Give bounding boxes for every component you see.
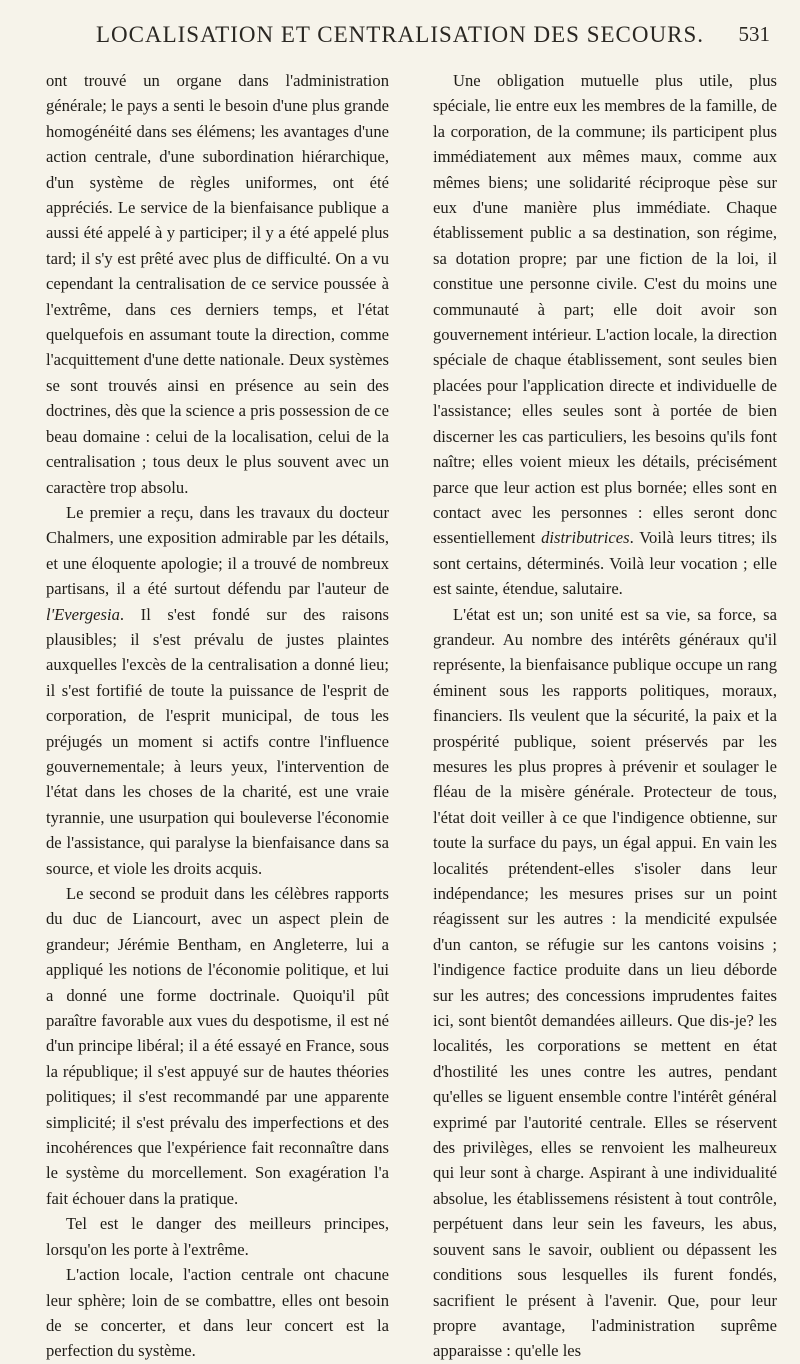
paragraph: Le second se produit dans les célèbres rapports du duc de Liancourt, avec un aspect plein de grandeur; Jérémie Bentham, en Angleterre, lui a appliqué les notions de l'économie politique, et lui a donné une forme doctrinale. Quoiqu'il pût paraître favorable aux vues du despotisme, il est né d'un principe libéral; il a été essayé en France, sous la république; il s'est appuyé sur de hautes théories politiques; il s'est recommandé par une apparente simplicité; il s'est prévalu des imperfections et des incohérences que l'expérience fait reconnaître dans le système du morcellement. Son exagération l'a fait échouer dans la pratique. — [46, 884, 389, 1208]
left-column — [46, 68, 389, 1364]
paragraph-text: . Il s'est fondé sur des raisons plausibles; il s'est prévalu de justes plaintes auxquelles l'excès de la centralisation a donné lieu; il s'est fortifié de toute la puissance de l'esprit de corporation, de l'esprit municipal, de tous les préjugés un moment si actifs contre l'influence gouvernementale; à leurs yeux, l'intervention de l'état dans les choses de la charité, est une vraie tyrannie, une usurpation qui bouleverse l'économie de l'assistance, qui paralyse la bienfaisance dans sa source, et viole les droits acquis. — [46, 604, 389, 878]
paragraph-text: Le premier a reçu, dans les travaux du docteur Chalmers, une exposition admirable par les détails, et une éloquente apologie; il a trouvé de nombreux partisans, il a été surtout défendu par l'auteur de — [46, 502, 389, 599]
paragraph — [46, 500, 389, 881]
paragraph: L'action locale, l'action centrale ont chacune leur sphère; loin de se combattre, elles ont besoin de se concerter, et dans leur concert est la perfection du système. — [46, 1265, 389, 1361]
paragraph-text: Une obligation mutuelle plus utile, plus spéciale, lie entre eux les membres de la famille, de la corporation, de la commune; ils participent plus immédiatement aux mêmes maux, comme aux mêmes biens; une solidarité réciproque pèse sur eux d'une manière plus immédiate. Chaque établissement public a sa destination, son régime, sa dotation propre; par une fiction de la loi, il constitue une personne civile. C'est du moins une communauté à part; elle doit avoir son gouvernement intérieur. L'action locale, la direction spéciale de chaque établissement, sont seules bien placées pour l'application directe et individuelle de l'assistance; elles seules sont à portée de bien discerner les cas particuliers, les besoins qu'ils font naître; elles voient mieux les détails, précisément parce que leur action est plus bornée; elles sont en contact avec les personnes : elles seront donc essentiellement — [433, 71, 777, 548]
paragraph: L'état est un; son unité est sa vie, sa force, sa grandeur. Au nombre des intérêts généraux qu'il représente, la bienfaisance publique occupe un rang éminent sous les rapports politiques, moraux, financiers. Ils veulent que la sécurité, la paix et la prospérité publique, soient préservés par les mesures les plus propres à prévenir et soulager le fléau de la misère générale. Protecteur de tous, l'état doit veiller à ce que l'indigence obtienne, sur toute la surface du pays, un égal appui. En vain les localités prétendent-elles s'isoler dans leur indépendance; les mesures prises sur un point réagissent sur les autres : la mendicité expulsée d'un canton, se réfugie sur les cantons voisins ; l'indigence factice produite dans un lieu déborde sur les autres; des concessions imprudentes faites ici, sont bientôt demandées ailleurs. Que dis-je? les localités, les corporations se mettent en état d'hostilité les unes contre les autres, pendant qu'elles se liguent ensemble contre l'intérêt général exprimé par l'autorité centrale. Elles se réservent des privilèges, elles se renvoient les malheureux qui leur sont à charge. Aspirant à une individualité absolue, les établissemens résistent à tout contrôle, perpétuent dans leur sein les faveurs, les abus, souvent sans le savoir, oublient ou dépassent les conditions sous lesquelles ils furent fondés, sacrifient le présent à l'avenir. Que, pour leur propre avantage, l'administration suprême apparaisse : qu'elle les — [433, 604, 777, 1361]
paragraph — [433, 68, 777, 602]
running-title: LOCALISATION ET CENTRALISATION DES SECOURS. — [95, 22, 704, 47]
book-title-italic: l'Evergesia — [46, 604, 120, 624]
paragraph-text: . Voilà leurs titres; ils sont certains, déterminés. Voilà leur vocation ; elle est sainte, étendue, salutaire. — [433, 528, 777, 599]
page-number: 531 — [738, 22, 770, 46]
right-column — [433, 68, 777, 1364]
emphasis-italic: distributrices — [541, 528, 630, 548]
paragraph: ont trouvé un organe dans l'administration générale; le pays a senti le besoin d'une plus grande homogénéité dans ses élémens; les avantages d'une action centrale, d'une subordination hiérarchique, d'un système de règles uniformes, ont été appréciés. Le service de la bienfaisance publique a aussi été appelé à y participer; il y a été appelé plus tard; il s'y est prêté avec plus de difficulté. On a vu cependant la centralisation de ce service poussée à l'extrême, dans ces derniers temps, et l'état quelquefois en assumant toute la direction, comme l'acquittement d'une dette nationale. Deux systèmes se sont trouvés ainsi en présence au sein des doctrines, dès que la science a pris possession de ce beau domaine : celui de la localisation, celui de la centralisation ; tous deux le plus souvent avec un caractère trop absolu. — [46, 71, 389, 497]
paragraph: Tel est le danger des meilleurs principes, lorsqu'on les porte à l'extrême. — [46, 1214, 389, 1259]
